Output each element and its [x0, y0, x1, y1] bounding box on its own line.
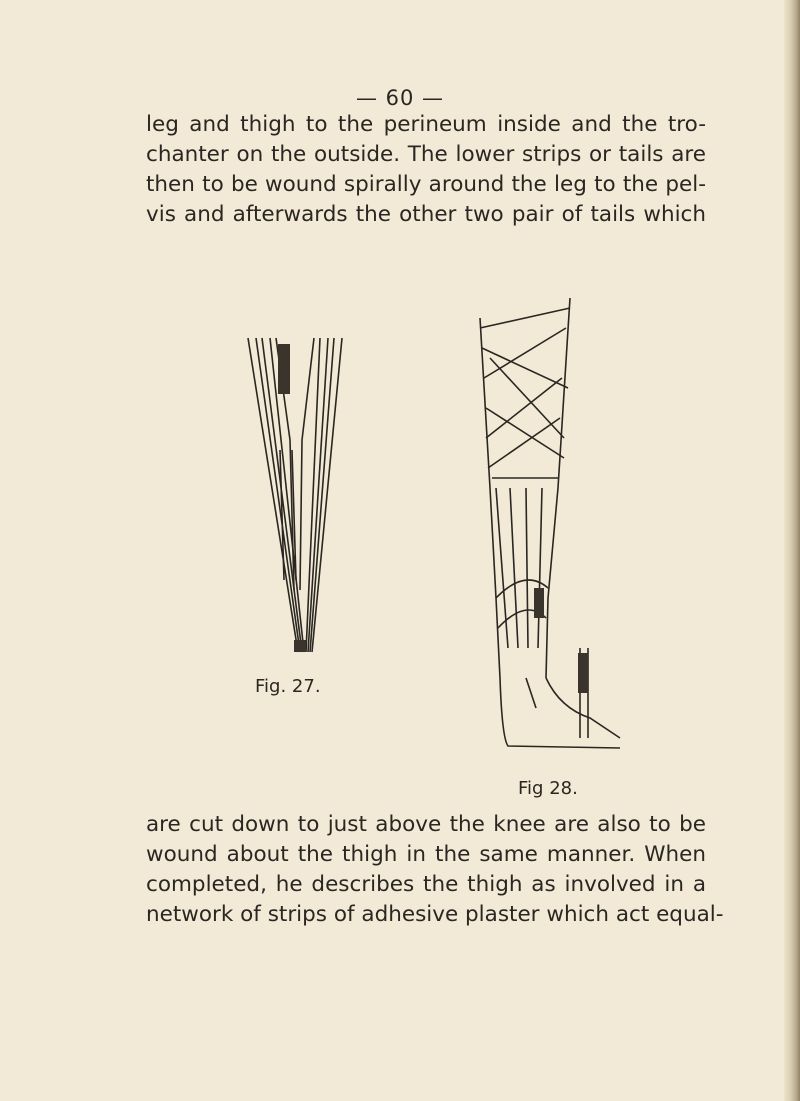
- text-line: vis and afterwards the other two pair of tails which: [146, 202, 706, 227]
- text-line: chanter on the outside. The lower strips or tails are: [146, 142, 706, 167]
- figure-27-caption: Fig. 27.: [255, 676, 321, 697]
- page-edge-shadow: [784, 0, 800, 1101]
- figure-28-leg-illustration: [430, 268, 650, 768]
- figure-27-strips-illustration: [240, 330, 350, 670]
- text-line: completed, he describes the thigh as involved in a: [146, 872, 706, 897]
- paragraph-bottom: [146, 810, 724, 930]
- page-number: — 60 —: [355, 86, 445, 110]
- paragraph-top: [146, 110, 706, 230]
- text-line: then to be wound spirally around the leg to the pel-: [146, 172, 706, 197]
- text-line: are cut down to just above the knee are also to be: [146, 812, 706, 837]
- text-line: leg and thigh to the perineum inside and the tro-: [146, 112, 706, 137]
- figure-28-caption: Fig 28.: [518, 778, 578, 799]
- text-line: network of strips of adhesive plaster which act equal-: [146, 902, 724, 927]
- text-line: wound about the thigh in the same manner. When: [146, 842, 706, 867]
